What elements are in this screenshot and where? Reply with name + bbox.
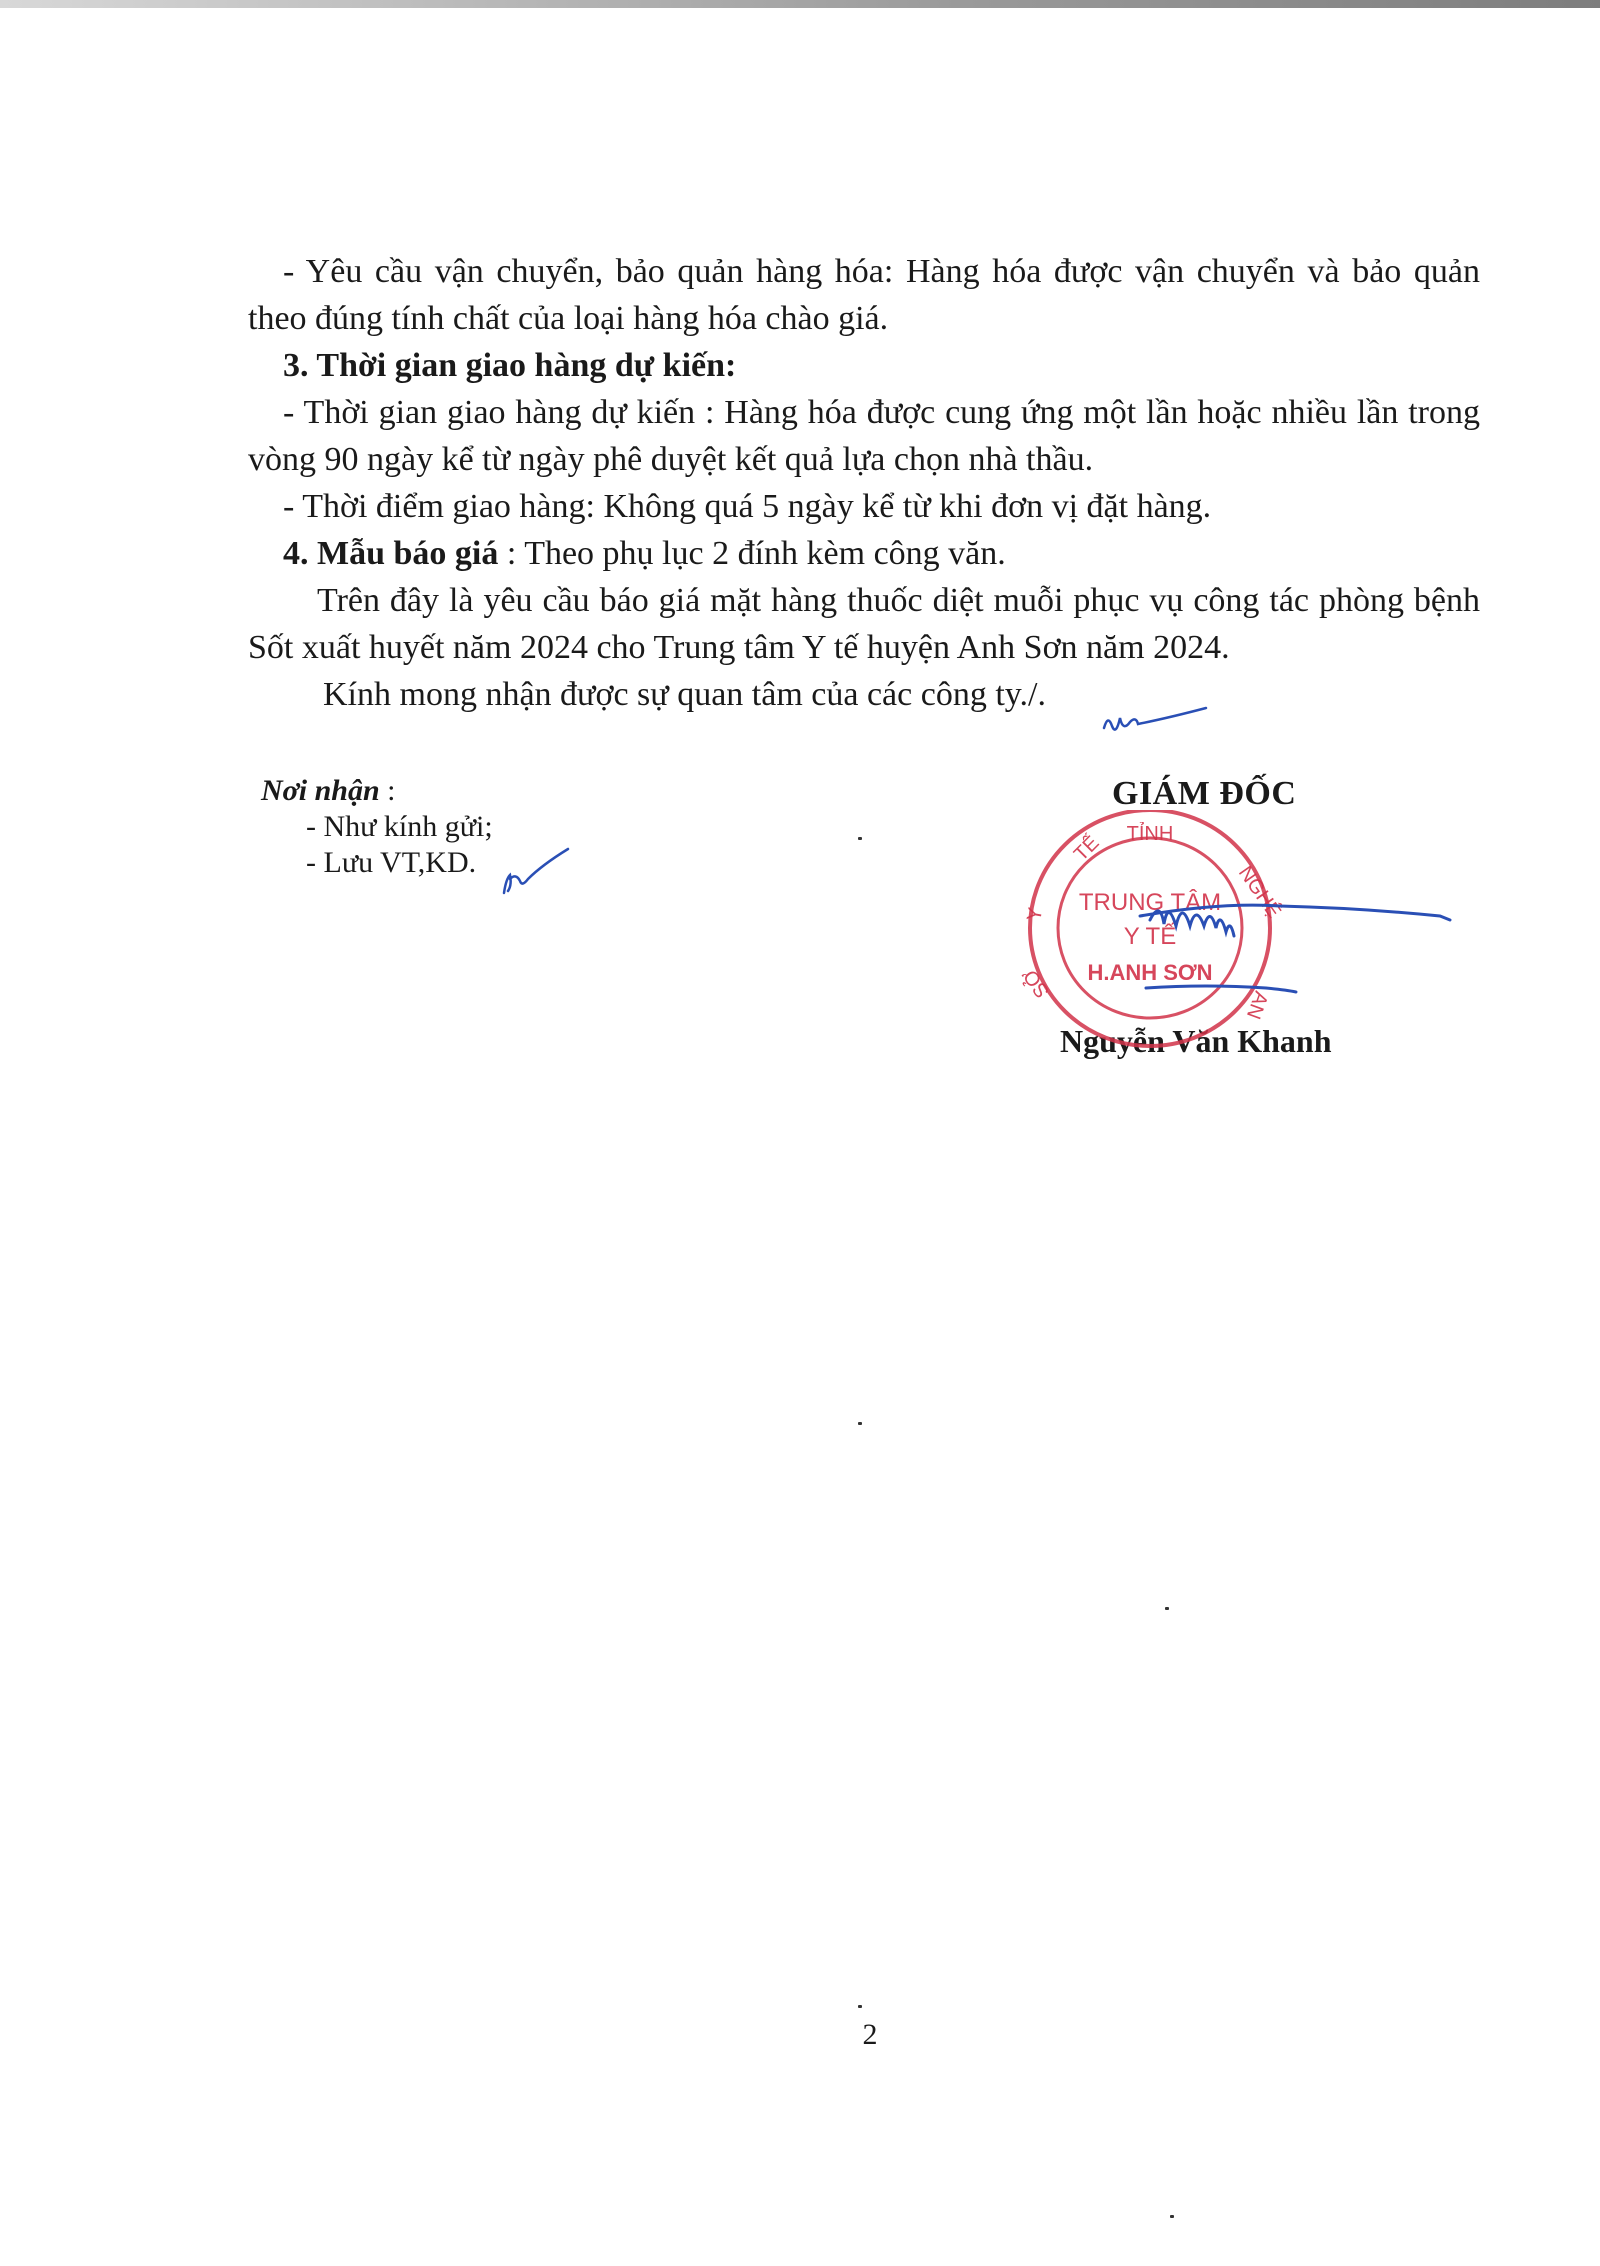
scan-speck — [858, 2005, 862, 2008]
seal-center-3: H.ANH SƠN — [1087, 960, 1213, 985]
seal-ring-left-1: TẾ — [1069, 831, 1104, 866]
scan-speck — [858, 1422, 862, 1425]
signer-name: Nguyễn Văn Khanh — [1060, 1023, 1332, 1059]
section-4-text: : Theo phụ lục 2 đính kèm công văn. — [498, 535, 1006, 572]
recipient-item: - Như kính gửi; — [306, 810, 493, 843]
transport-requirement: - Yêu cầu vận chuyển, bảo quản hàng hóa: Hàng hóa được vận chuyển và bảo quản theo đúng tính chất của loại hàng hóa chào giá. — [248, 253, 1480, 337]
scan-speck — [1170, 2215, 1174, 2218]
delivery-moment: - Thời điểm giao hàng: Không quá 5 ngày kể từ khi đơn vị đặt hàng. — [283, 488, 1212, 525]
seal-center-2: Y TẾ — [1123, 923, 1177, 950]
recipients-heading — [261, 773, 493, 809]
recipients-colon: : — [379, 774, 396, 807]
closing-wish: Kính mong nhận được sự quan tâm của các công ty./. — [323, 676, 1046, 713]
scan-speck — [858, 837, 862, 840]
handwritten-initial-mark — [1100, 700, 1210, 740]
official-seal-stamp — [1010, 810, 1480, 1050]
seal-ring-left-3: SỞ — [1018, 964, 1055, 1002]
section-4 — [248, 530, 1480, 577]
recipients-block — [261, 773, 493, 881]
recipient-item: - Lưu VT,KD. — [306, 846, 477, 879]
seal-ring-left-2: Y — [1023, 905, 1048, 923]
delivery-time: - Thời gian giao hàng dự kiến : Hàng hóa được cung ứng một lần hoặc nhiều lần trong vòng 90 ngày kể từ ngày phê duyệt kết quả lựa chọn nhà thầu. — [248, 394, 1480, 478]
seal-ring-right-2: AN — [1241, 988, 1272, 1022]
page-number: 2 — [862, 2018, 878, 2051]
handwritten-initial-mark — [498, 845, 578, 900]
seal-ring-top: TỈNH — [1126, 823, 1174, 845]
section-3-heading: 3. Thời gian giao hàng dự kiến: — [283, 347, 737, 384]
document-body — [248, 248, 1480, 718]
closing-paragraph: Trên đây là yêu cầu báo giá mặt hàng thuốc diệt muỗi phục vụ công tác phòng bệnh Sốt xuất huyết năm 2024 cho Trung tâm Y tế huyện Anh Sơn năm 2024. — [248, 582, 1480, 666]
recipients-label: Nơi nhận — [261, 774, 380, 807]
signature-title: GIÁM ĐỐC — [1112, 775, 1297, 812]
seal-center-1: TRUNG TÂM — [1078, 889, 1222, 916]
seal-ring-right-1: NGHỆ — [1233, 862, 1286, 923]
section-4-label: 4. Mẫu báo giá — [283, 535, 499, 572]
scan-speck — [1165, 1607, 1169, 1610]
scan-top-edge — [0, 0, 1600, 8]
